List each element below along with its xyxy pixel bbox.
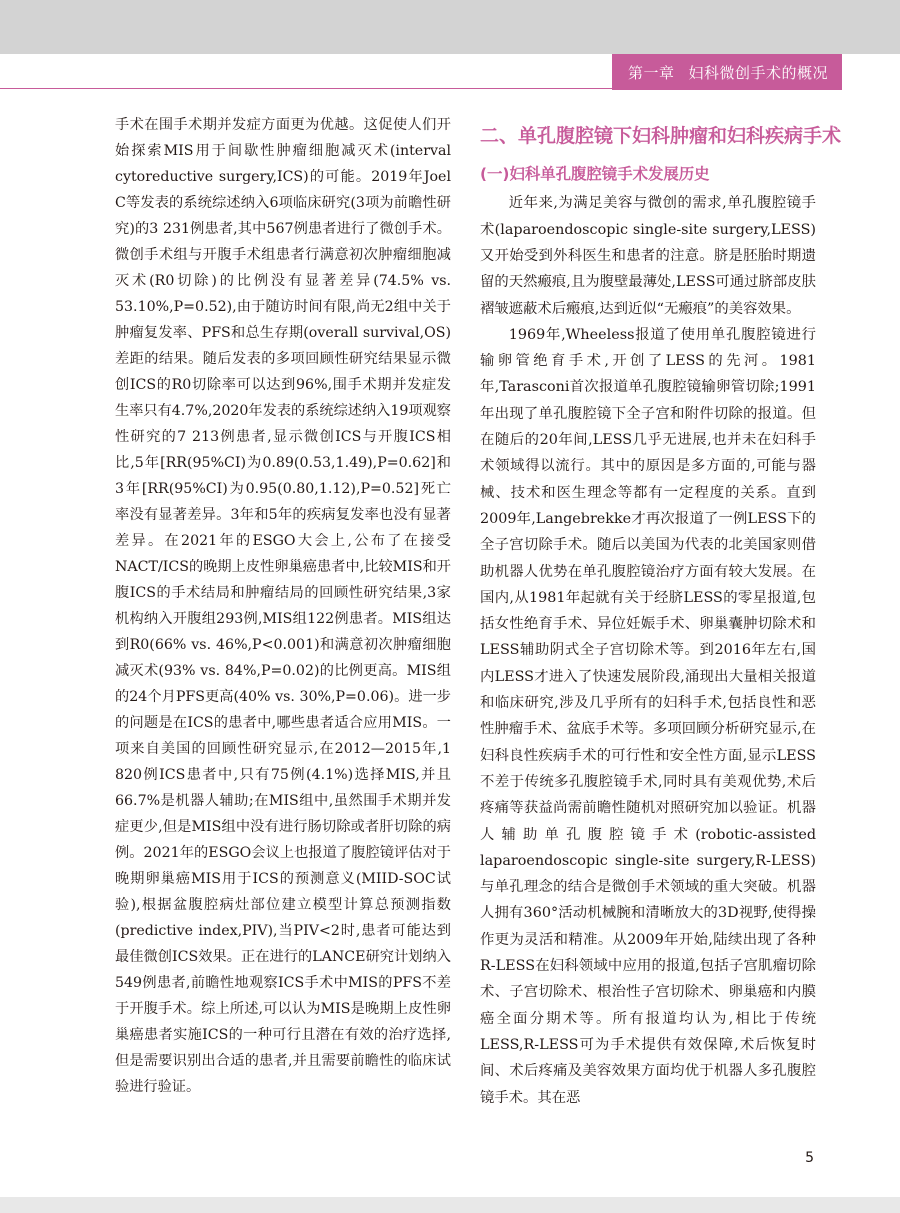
- section-title: 二、单孔腹腔镜下妇科肿瘤和妇科疾病手术: [480, 125, 842, 147]
- left-column: [115, 112, 451, 1100]
- header-band: [0, 0, 900, 54]
- header-rule: [0, 88, 842, 89]
- body-paragraph: 1969年,Wheeless报道了使用单孔腹腔镜进行输卵管绝育手术,开创了LESS的先河。1981年,Tarasconi首次报道单孔腹腔镜输卵管切除;1991年出现了单孔腹腔镜下全子宫和附件切除的报道。但在随后的20年间,LESS几乎无进展,也并未在妇科手术领域得以流行。其中的原因是多方面的,可能与器械、技术和医生理念等都有一定程度的关系。直到2009年,Langebrekke才再次报道了一例LESS下的全子宫切除手术。随后以美国为代表的北美国家则借助机器人优势在单孔腹腔镜治疗方面有较大发展。在国内,从1981年起就有关于经脐LESS的零星报道,包括女性绝育手术、异位妊娠手术、卵巢囊肿切除术和LESS辅助阴式全子宫切除术等。到2016年左右,国内LESS才进入了快速发展阶段,涌现出大量相关报道和临床研究,涉及几乎所有的妇科手术,包括良性和恶性肿瘤手术、盆底手术等。多项回顾分析研究显示,在妇科良性疾病手术的可行性和安全性方面,显示LESS不差于传统多孔腹腔镜手术,同时具有美观优势,术后疼痛等获益尚需前瞻性随机对照研究加以验证。机器人辅助单孔腹腔镜手术(robotic-assisted laparoendoscopic single-site surgery,R-LESS)与单孔理念的结合是微创手术领域的重大突破。机器人拥有360°活动机械腕和清晰放大的3D视野,使得操作更为灵活和精准。从2009年开始,陆续出现了各种R-LESS在妇科领域中应用的报道,包括子宫肌瘤切除术、子宫切除术、根治性子宫切除术、卵巢癌和内膜癌全面分期术等。所有报道均认为,相比于传统LESS,R-LESS可为手术提供有效保障,术后恢复时间、术后疼痛及美容效果方面均优于机器人多孔腹腔镜手术。其在恶: [480, 326, 816, 1106]
- body-paragraph: 手术在围手术期并发症方面更为优越。这促使人们开始探索MIS用于间歇性肿瘤细胞减灭术(interval cytoreductive surgery,ICS)的可能。2019年Joel C等发表的系统综述纳入6项临床研究(3项为前瞻性研究)的3 231例患者,其中567例患者进行了微创手术。微创手术组与开腹手术组患者行满意初次肿瘤细胞减灭术(R0切除)的比例没有显著差异(74.5% vs. 53.10%,P=0.52),由于随访时间有限,尚无2组中关于肿瘤复发率、PFS和总生存期(overall survival,OS)差距的结果。随后发表的多项回顾性研究结果显示微创ICS的R0切除率可以达到96%,围手术期并发症发生率只有4.7%,2020年发表的系统综述纳入19项观察性研究的7 213例患者,显示微创ICS与开腹ICS相比,5年[RR(95%CI)为0.89(0.53,1.49),P=0.62]和3年[RR(95%CI)为0.95(0.80,1.12),P=0.52]死亡率没有显著差异。3年和5年的疾病复发率也没有显著差异。在2021年的ESGO大会上,公布了在接受NACT/ICS的晚期上皮性卵巢癌患者中,比较MIS和开腹ICS的手术结局和肿瘤结局的回顾性研究结果,3家机构纳入开腹组293例,MIS组122例患者。MIS组达到R0(66% vs. 46%,P<0.001)和满意初次肿瘤细胞减灭术(93% vs. 84%,P=0.02)的比例更高。MIS组的24个月PFS更高(40% vs. 30%,P=0.06)。进一步的问题是在ICS的患者中,哪些患者适合应用MIS。一项来自美国的回顾性研究显示,在2012—2015年,1 820例ICS患者中,只有75例(4.1%)选择MIS,并且66.7%是机器人辅助;在MIS组中,虽然围手术期并发症更少,但是MIS组中没有进行肠切除或者肝切除的病例。2021年的ESGO会议上也报道了腹腔镜评估对于晚期卵巢癌MIS用于ICS的预测意义(MIID-SOC试验),根据盆腹腔病灶部位建立模型计算总预测指数(predictive index,PIV),当PIV<2时,患者可能达到最佳微创ICS效果。正在进行的LANCE研究计划纳入549例患者,前瞻性地观察ICS手术中MIS的PFS不差于开腹手术。综上所述,可以认为MIS是晚期上皮性卵巢癌患者实施ICS的一种可行且潜在有效的治疗选择,但是需要识别出合适的患者,并且需要前瞻性的临床试验进行验证。: [115, 117, 451, 1095]
- chapter-header: [612, 54, 842, 90]
- page-number: 5: [805, 1150, 814, 1166]
- footer-band: [0, 1197, 900, 1213]
- chapter-title: 妇科微创手术的概况: [688, 63, 828, 82]
- chapter-number: 第一章: [627, 63, 675, 82]
- body-paragraph: 近年来,为满足美容与微创的需求,单孔腹腔镜手术(laparoendoscopic single-site surgery,LESS)又开始受到外科医生和患者的注意。脐是胚胎时期遗留的天然瘢痕,且为腹壁最薄处,LESS可通过脐部皮肤褶皱遮蔽术后瘢痕,达到近似“无瘢痕”的美容效果。: [480, 195, 816, 317]
- right-column: [480, 112, 842, 1111]
- subsection-title: (一)妇科单孔腹腔镜手术发展历史: [480, 165, 710, 183]
